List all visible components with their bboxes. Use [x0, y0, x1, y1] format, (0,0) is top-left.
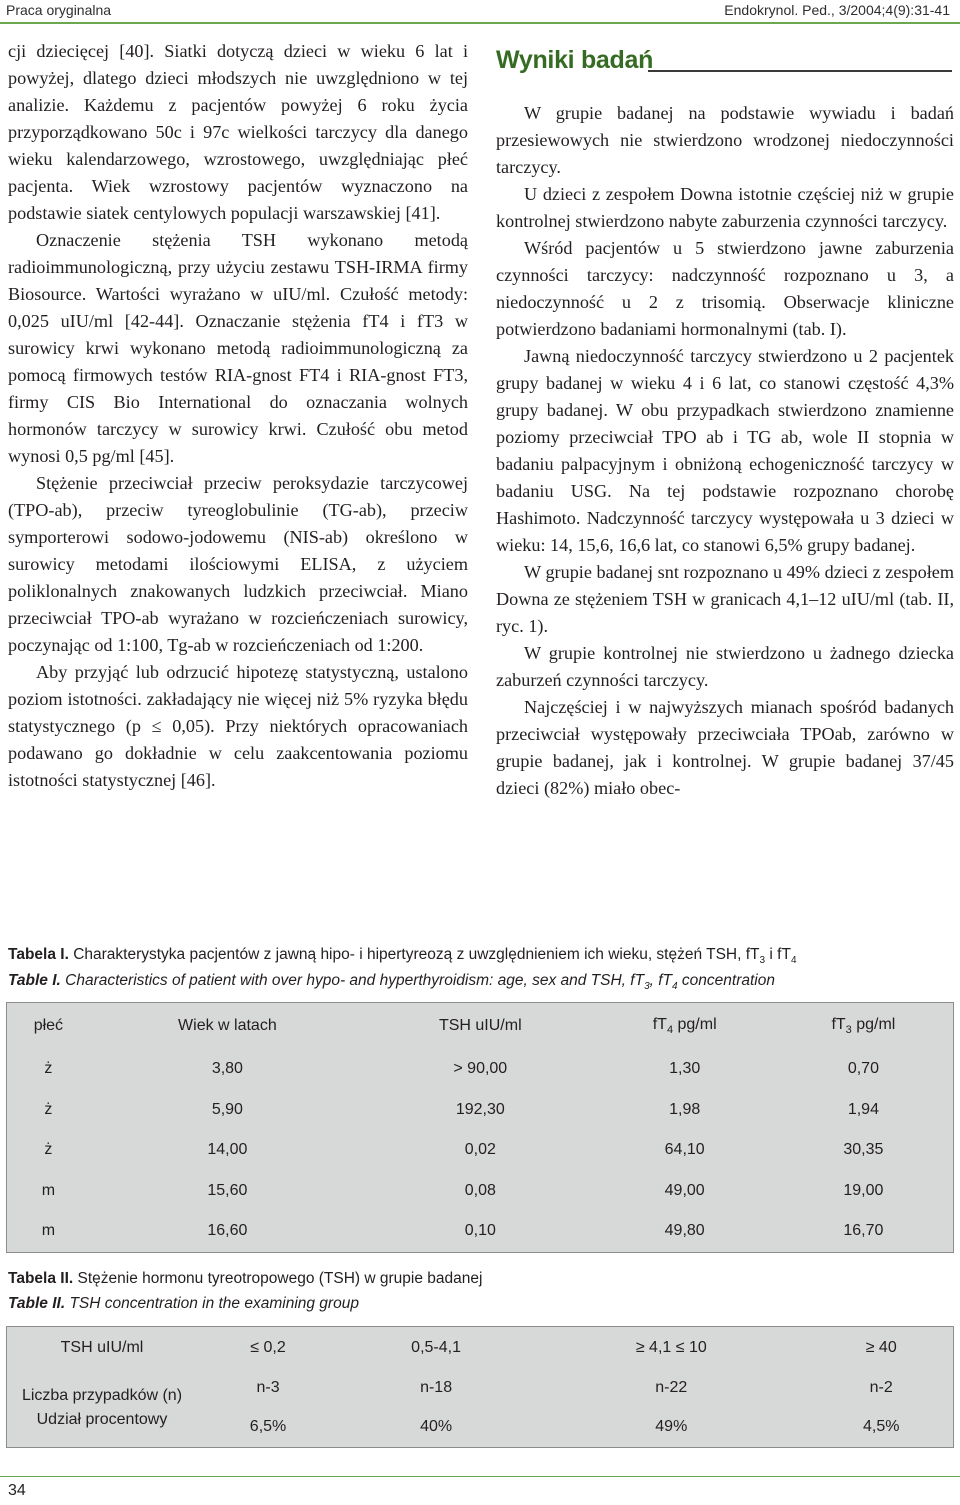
table1-label-en: Table I. [8, 972, 61, 989]
table2-label-en: Table II. [8, 1295, 66, 1312]
cell: 0,5-4,1 [411, 1339, 461, 1356]
cell: n-22 [655, 1379, 688, 1396]
cell: 40% [420, 1418, 453, 1435]
cell: 49% [655, 1418, 688, 1435]
cell: m [41, 1181, 56, 1199]
table1-caption-en [8, 972, 775, 992]
cell: 6,5% [249, 1418, 287, 1435]
table-row [7, 1369, 954, 1407]
paragraph: Jawną niedoczynność tarczycy stwierdzono u 2 pacjentek grupy badanej w wieku 4 i 6 lat, co stanowi częstość 4,3% grupy badanej. W obu przypadkach stwierdzono znamienne poziomy przeciwciał TPO ab i TG ab, wole II stopnia w badaniu palpacyjnym i obniżoną echogeniczność tarczycy w badaniu USG. Na tej podstawie rozpoznano chorobę Hashimoto. Nadczynność tarczycy występowała u 3 dzieci w wieku: 14, 15,6, 16,6 lat, co stanowi 6,5% grupy badanej. [496, 346, 954, 555]
cell: m [41, 1222, 56, 1240]
paragraph: Najczęściej i w najwyższych mianach spośród badanych przeciwciał występowały przeciwciała TPOab, zarówno w grupie badanej, jak i kontrolnej. W grupie badanej 37/45 dzieci (82%) miało obec- [496, 697, 954, 798]
paragraph: Wśród pacjentów u 5 stwierdzono jawne zaburzenia czynności tarczycy: nadczynność rozpoznano u 3, a niedoczynność u 2 z trisomią. Obserwacje kliniczne potwierdzono badaniami hormonalnymi (tab. I). [496, 238, 954, 339]
header-sub: 4 [666, 1024, 674, 1037]
header-text: fT [831, 1015, 846, 1033]
paragraph: Aby przyjąć lub odrzucić hipotezę statystyczną, ustalono poziom istotności. zakładający nie więcej niż 5% ryzyka błędu statystycznego (p ≤ 0,05). Przy niektórych opracowaniach podawano go dokładnie w celu zaakcentowania poziomu istotności statystycznej [46]. [8, 662, 468, 790]
page-header [0, 0, 960, 20]
row-labels [7, 1369, 198, 1448]
cell: ż [44, 1060, 53, 1078]
caption-text: , fT [649, 972, 673, 989]
cell: 19,00 [843, 1181, 884, 1199]
cell: 49,80 [664, 1222, 705, 1240]
table2-caption-en [8, 1295, 359, 1313]
cell: ≥ 40 [865, 1339, 897, 1356]
header-sub: 3 [845, 1024, 852, 1037]
cell: 64,10 [664, 1141, 705, 1159]
caption-text: TSH concentration in the examining group [69, 1295, 359, 1312]
cell: n-3 [256, 1379, 280, 1396]
paragraph: W grupie badanej snt rozpoznano u 49% dzieci z zespołem Downa ze stężeniem TSH w granicach 4,1–12 uIU/ml (tab. II, ryc. 1). [496, 562, 954, 636]
cell: n-2 [869, 1379, 893, 1396]
table2-caption-pl [8, 1270, 482, 1288]
cell: 3,80 [211, 1060, 243, 1078]
col-header-age: Wiek w latach [178, 1017, 277, 1034]
cell: ż [44, 1141, 53, 1159]
footer-rule [0, 1476, 960, 1477]
paragraph: Stężenie przeciwciał przeciw peroksydazie tarczycowej (TPO-ab), przeciw tyreoglobulinie (TG-ab), przeciw symporterowi sodowo-jodowemu (NIS-ab) określono w surowicy metodami ilościowymi ELISA, z użyciem poliklonalnych znakowanych ludzkich przeciwciał. Miano przeciwciał TPO-ab wyrażano w rozcieńczeniach surowicy, poczynając od 1:100, Tg-ab w rozcieńczeniach od 1:200. [8, 473, 468, 655]
row-label-count: Liczba przypadków (n) [21, 1387, 183, 1404]
section-rule [648, 70, 952, 72]
table1-caption-pl [8, 946, 797, 966]
caption-text: concentration [677, 972, 775, 989]
caption-text: Characteristics of patient with over hypo- and hyperthyroidism: age, sex and TSH, fT [65, 972, 645, 989]
header-text: fT [652, 1015, 667, 1033]
table-header-row [7, 1003, 954, 1050]
header-text: pg/ml [851, 1015, 896, 1033]
cell: 14,00 [207, 1141, 248, 1159]
table-header-row [7, 1327, 954, 1370]
cell: 1,94 [847, 1100, 879, 1118]
cell: > 90,00 [453, 1060, 508, 1078]
cell: ≥ 4,1 ≤ 10 [635, 1339, 707, 1356]
table-row [7, 1090, 954, 1131]
caption-sub: 3 [644, 981, 650, 993]
cell: ż [44, 1100, 53, 1118]
cell: 1,98 [669, 1100, 701, 1118]
paragraph: W grupie badanej na podstawie wywiadu i badań przesiewowych nie stwierdzono wrodzonej niedoczynności tarczycy. [496, 103, 954, 177]
cell: 0,70 [847, 1060, 879, 1078]
cell: 15,60 [207, 1181, 248, 1199]
cell: ≤ 0,2 [250, 1339, 286, 1356]
col-header-ft3 [774, 1003, 954, 1050]
paragraph: Oznaczenie stężenia TSH wykonano metodą radioimmunologiczną, przy użyciu zestawu TSH-IRMA firmy Biosource. Wartości wyrażano w uIU/ml. Czułość metody: 0,025 uIU/ml [42-44]. Oznaczanie stężenia fT4 i fT3 w surowicy krwi wykonano metodą radioimmunologiczną za pomocą firmowych testów RIA-gnost FT4 i RIA-gnost FT3, firmy CIS Bio International do oznaczania wolnych hormonów tarczycy w surowicy krwi. Czułość obu metod wynosi 0,5 pg/ml [45]. [8, 230, 468, 466]
row-label-percent: Udział procentowy [36, 1411, 168, 1428]
table2-label-pl: Tabela II. [8, 1270, 74, 1287]
cell: 1,30 [669, 1060, 701, 1078]
col-header-sex: płeć [33, 1017, 64, 1034]
caption-sub: 3 [759, 955, 766, 967]
cell: 5,90 [211, 1100, 243, 1118]
table-row [7, 1211, 954, 1252]
table-row [7, 1130, 954, 1171]
caption-text: Charakterystyka pacjentów z jawną hipo- i hipertyreozą z uwzględnieniem ich wieku, stężeń TSH, fT [73, 946, 760, 963]
cell: n-18 [420, 1379, 453, 1396]
table1-label-pl: Tabela I. [8, 946, 69, 963]
cell: TSH uIU/ml [60, 1339, 144, 1356]
cell: 16,60 [207, 1222, 248, 1240]
left-column [8, 38, 468, 794]
paragraph: cji dziecięcej [40]. Siatki dotyczą dzieci w wieku 6 lat i powyżej, dlatego dzieci młodszych nie uwzględniono w tej analizie. Każdemu z pacjentów powyżej 6 roku życia przyporządkowano 50c i 97c wielkości tarczycy dla danego wieku kalendarzowego, wzrostowego, uwzględniając płeć pacjenta. Wiek wzrostowy pacjentów wyznaczono na podstawie siatek centylowych populacji warszawskiej [41]. [8, 41, 468, 223]
cell: 0,08 [464, 1181, 496, 1199]
article-type: Praca oryginalna [6, 2, 112, 18]
cell: 0,10 [464, 1222, 496, 1240]
table1 [6, 1002, 954, 1253]
table2 [6, 1326, 954, 1448]
col-header-tsh: TSH uIU/ml [438, 1017, 522, 1034]
header-rule [0, 22, 960, 24]
paragraph: U dzieci z zespołem Downa istotnie częściej niż w grupie kontrolnej stwierdzono nabyte zaburzenia czynności tarczycy. [496, 184, 954, 231]
cell: 49,00 [664, 1181, 705, 1199]
caption-text: Stężenie hormonu tyreotropowego (TSH) w grupie badanej [77, 1270, 483, 1287]
table-row [7, 1171, 954, 1212]
cell: 0,02 [464, 1141, 496, 1159]
paragraph: W grupie kontrolnej nie stwierdzono u żadnego dziecka zaburzeń czynności tarczycy. [496, 643, 954, 690]
page-number: 34 [8, 1482, 26, 1499]
section-title: Wyniki badań [496, 46, 654, 74]
right-column [496, 100, 954, 802]
cell: 4,5% [862, 1418, 900, 1435]
header-text: pg/ml [673, 1015, 717, 1033]
col-header-ft4 [596, 1003, 774, 1050]
cell: 16,70 [843, 1222, 884, 1240]
cell: 192,30 [455, 1100, 505, 1118]
journal-citation: Endokrynol. Ped., 3/2004;4(9):31-41 [724, 2, 950, 18]
caption-sub: 4 [790, 955, 797, 967]
table-row [7, 1049, 954, 1090]
caption-text: i fT [765, 946, 791, 963]
cell: 30,35 [843, 1141, 884, 1159]
section-heading [496, 46, 956, 86]
caption-sub: 4 [672, 981, 678, 993]
